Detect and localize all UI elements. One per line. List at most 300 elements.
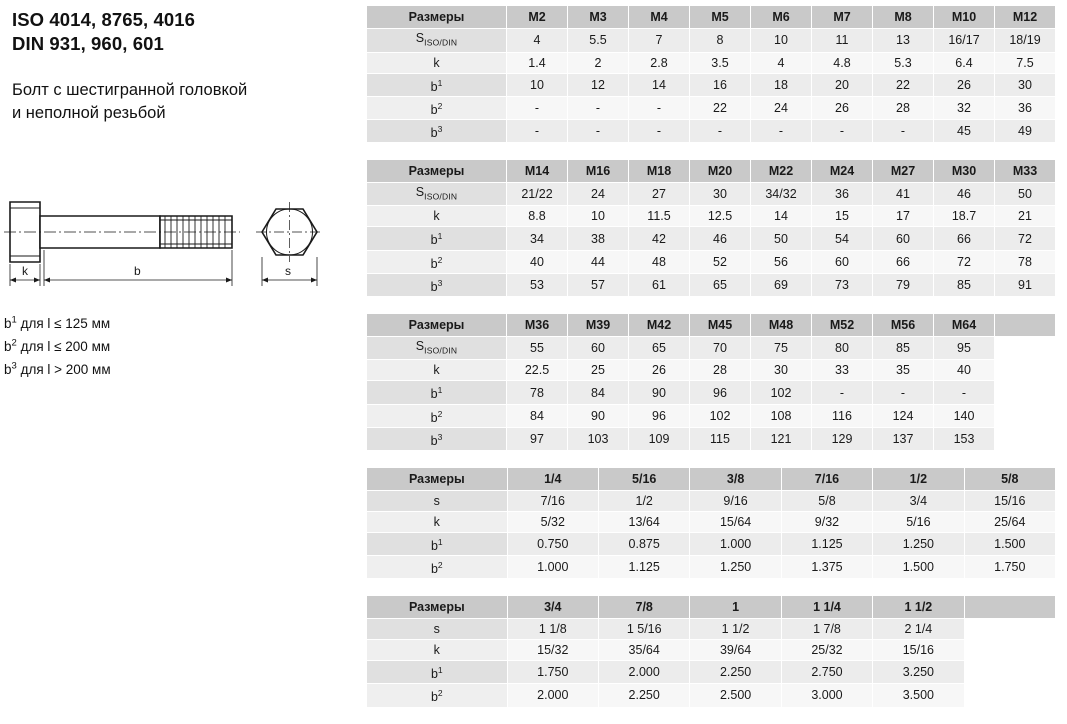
table-cell: 95 [934,336,995,360]
table-header-size: M6 [751,6,812,29]
table-cell: 18 [751,73,812,96]
table-cell: 25/32 [781,640,872,661]
table-header-size: M24 [812,159,873,182]
table-row [367,336,1056,360]
table-cell: 78 [507,381,568,404]
table-cell: 4.8 [812,52,873,73]
row-header-b1: $b^1$ [367,532,508,555]
table-cell: 20 [812,73,873,96]
table-header-size: M64 [934,313,995,336]
table-header-size: 5/8 [964,467,1055,490]
row-header-b3: $b^3$ [367,119,507,142]
table-cell: 22 [690,96,751,119]
table-cell: 15/64 [690,511,781,532]
table-cell: 4 [751,52,812,73]
left-panel [12,8,357,126]
table-cell: 10 [751,29,812,53]
table-cell: 18/19 [995,29,1056,53]
dimension-tables [366,5,1056,724]
table-header-size: 3/8 [690,467,781,490]
table-header-size: M22 [751,159,812,182]
table-cell: 75 [751,336,812,360]
table-cell: 1.000 [507,556,598,579]
row-header-b3: $b^3$ [367,427,507,450]
row-header-b1: $b^1$ [367,73,507,96]
table-cell: 4 [507,29,568,53]
table-cell: 14 [751,206,812,227]
dimension-table-inch-2 [366,595,1056,707]
note-3-prefix: b [4,362,12,378]
table-cell: 18.7 [934,206,995,227]
page-subtitle [12,79,357,126]
table-row [367,73,1056,96]
row-header-s: s [367,490,508,511]
table-header-size: M18 [629,159,690,182]
table-cell: 25/64 [964,511,1055,532]
table-cell: 45 [934,119,995,142]
row-header-b2: $b^2$ [367,250,507,273]
table-header-size: 3/4 [507,596,598,619]
table-cell: 72 [934,250,995,273]
row-header-b1: $b^1$ [367,227,507,250]
table-cell: 48 [629,250,690,273]
table-cell [964,684,1055,707]
note-1-sup: 1 [11,314,17,326]
table-cell: 57 [568,273,629,296]
table-cell: 2 [568,52,629,73]
row-header-b1: $b^1$ [367,381,507,404]
row-header-k: k [367,206,507,227]
table-cell: 13/64 [599,511,690,532]
page-title [12,8,357,57]
table-cell: 1 7/8 [781,619,872,640]
table-cell: 10 [568,206,629,227]
table-row [367,532,1056,555]
table-cell: 80 [812,336,873,360]
table-header-size: M45 [690,313,751,336]
table-cell: 85 [873,336,934,360]
row-header-k: k [367,360,507,381]
table-cell: 26 [629,360,690,381]
subtitle-line-2: и неполной резьбой [12,104,166,123]
table-cell: 22 [873,73,934,96]
table-cell: 26 [812,96,873,119]
table-row [367,619,1056,640]
table-row [367,96,1056,119]
table-cell: 9/32 [781,511,872,532]
table-cell: 109 [629,427,690,450]
table-cell: 1.750 [964,556,1055,579]
table-header-size: M5 [690,6,751,29]
table-cell: 3.000 [781,684,872,707]
table-cell: 15 [812,206,873,227]
table-cell: 16/17 [934,29,995,53]
table-header-size [995,313,1056,336]
table-header-size: M16 [568,159,629,182]
table-cell: 56 [751,250,812,273]
table-cell: 35 [873,360,934,381]
table-row [367,206,1056,227]
table-cell: 96 [629,404,690,427]
table-cell: 26 [934,73,995,96]
table-cell [964,619,1055,640]
table-cell: 1.125 [781,532,872,555]
table-cell: 24 [751,96,812,119]
table-cell: 30 [995,73,1056,96]
table-cell: 84 [507,404,568,427]
row-header-b1: $b^1$ [367,661,508,684]
table-cell: 1 5/16 [599,619,690,640]
table-cell: 85 [934,273,995,296]
table-cell: 49 [995,119,1056,142]
table-cell: 65 [690,273,751,296]
table-cell: 5.5 [568,29,629,53]
table-cell: 33 [812,360,873,381]
table-cell: 36 [812,182,873,206]
table-cell: 1.250 [873,532,964,555]
table-cell: 12.5 [690,206,751,227]
table-cell: 60 [568,336,629,360]
table-row [367,182,1056,206]
table-cell: 70 [690,336,751,360]
note-2-text: для l ≤ 200 мм [16,339,111,355]
table-header-size: 1 [690,596,781,619]
table-header-size: 7/16 [781,467,872,490]
table-cell: 3.500 [873,684,964,707]
table-cell: 12 [568,73,629,96]
table-header-size: M30 [934,159,995,182]
table-cell: - [873,381,934,404]
table-cell: 9/16 [690,490,781,511]
table-cell: - [568,119,629,142]
row-header-s_iso: $S_{ISO/DIN}$ [367,29,507,53]
table-header-size: M7 [812,6,873,29]
table-cell: 15/16 [964,490,1055,511]
table-cell: 73 [812,273,873,296]
table-header-dimensions: Размеры [367,467,508,490]
table-header-size: M20 [690,159,751,182]
table-cell: 40 [934,360,995,381]
notes-block [4,312,111,382]
table-cell: 60 [812,250,873,273]
table-cell: 124 [873,404,934,427]
table-cell [995,360,1056,381]
table-cell: 2 1/4 [873,619,964,640]
table-header-size: M3 [568,6,629,29]
dimension-table-inch-1 [366,467,1056,579]
table-header-size: M2 [507,6,568,29]
table-header-size: M56 [873,313,934,336]
table-cell: 102 [690,404,751,427]
table-cell: 61 [629,273,690,296]
table-cell: 52 [690,250,751,273]
note-1 [4,312,111,335]
table-header-size: M27 [873,159,934,182]
table-cell [964,661,1055,684]
title-line-2: DIN 931, 960, 601 [12,33,164,55]
table-cell: - [629,96,690,119]
table-cell: 32 [934,96,995,119]
table-cell [995,427,1056,450]
table-cell: 38 [568,227,629,250]
table-header-size: 1/4 [507,467,598,490]
table-header-size: 1 1/2 [873,596,964,619]
table-cell: - [934,381,995,404]
table-header-size: M36 [507,313,568,336]
table-cell: 6.4 [934,52,995,73]
table-header-dimensions: Размеры [367,313,507,336]
table-cell: 5/16 [873,511,964,532]
table-cell: 53 [507,273,568,296]
table-header-dimensions: Размеры [367,6,507,29]
note-2 [4,335,111,358]
table-row [367,404,1056,427]
row-header-s_iso: $S_{ISO/DIN}$ [367,336,507,360]
note-1-prefix: b [4,316,12,331]
table-cell: 1.500 [964,532,1055,555]
table-cell: 65 [629,336,690,360]
table-cell: 17 [873,206,934,227]
table-cell: 40 [507,250,568,273]
table-row [367,511,1056,532]
table-row [367,684,1056,707]
table-cell: 8 [690,29,751,53]
table-cell: 7/16 [507,490,598,511]
table-cell: 90 [568,404,629,427]
dimension-table-metric-1 [366,5,1056,143]
bolt-drawing-svg [0,182,320,292]
table-header-size: 5/16 [599,467,690,490]
subtitle-line-1: Болт с шестигранной головкой [12,80,248,99]
table-cell: 28 [690,360,751,381]
table-cell [995,381,1056,404]
table-cell: 27 [629,182,690,206]
table-cell: 3.250 [873,661,964,684]
table-header-size: M39 [568,313,629,336]
table-cell: 22.5 [507,360,568,381]
table-cell: 137 [873,427,934,450]
table-cell: 72 [995,227,1056,250]
table-cell: 115 [690,427,751,450]
table-cell: 2.750 [781,661,872,684]
table-cell: 0.875 [599,532,690,555]
table-cell: 103 [568,427,629,450]
table-cell: 25 [568,360,629,381]
table-row [367,273,1056,296]
table-cell: 30 [690,182,751,206]
table-cell: 1.125 [599,556,690,579]
table-cell: 140 [934,404,995,427]
table-row [367,381,1056,404]
table-header-size: M33 [995,159,1056,182]
note-3 [4,358,111,381]
note-3-sup: 3 [11,360,17,372]
table-cell: 2.250 [690,661,781,684]
title-line-1: ISO 4014, 8765, 4016 [12,9,196,30]
row-header-s: s [367,619,508,640]
table-cell: 1 1/8 [507,619,598,640]
table-cell: - [507,96,568,119]
row-header-b2: $b^2$ [367,404,507,427]
table-cell: 42 [629,227,690,250]
table-cell: 97 [507,427,568,450]
table-cell: - [812,381,873,404]
table-cell: 1.750 [507,661,598,684]
table-cell: 14 [629,73,690,96]
dim-label-k: k [22,264,28,278]
table-cell: 15/16 [873,640,964,661]
dimension-table-metric-3 [366,313,1056,451]
table-header-size: M48 [751,313,812,336]
table-header-size: M52 [812,313,873,336]
table-cell: 90 [629,381,690,404]
dim-label-b: b [134,264,141,278]
row-header-b2: $b^2$ [367,96,507,119]
table-header-size: M10 [934,6,995,29]
table-cell: 2.250 [599,684,690,707]
table-cell: 84 [568,381,629,404]
table-cell: - [507,119,568,142]
row-header-k: k [367,52,507,73]
table-header-size [964,596,1055,619]
note-2-sup: 2 [11,337,17,349]
table-row [367,360,1056,381]
table-cell: 3/4 [873,490,964,511]
table-cell: 11 [812,29,873,53]
table-cell: 96 [690,381,751,404]
table-cell: 2.8 [629,52,690,73]
table-cell: 35/64 [599,640,690,661]
table-cell: 0.750 [507,532,598,555]
table-cell: 21 [995,206,1056,227]
table-row [367,427,1056,450]
table-cell: 7.5 [995,52,1056,73]
dim-label-s: s [285,264,291,278]
table-cell: 28 [873,96,934,119]
row-header-k: k [367,511,508,532]
table-cell: 24 [568,182,629,206]
table-cell: 7 [629,29,690,53]
table-cell: 116 [812,404,873,427]
row-header-b2: $b^2$ [367,684,508,707]
table-cell: - [690,119,751,142]
table-row [367,661,1056,684]
table-cell: 5/8 [781,490,872,511]
table-cell: 2.000 [507,684,598,707]
table-cell: 1 1/2 [690,619,781,640]
table-cell: 129 [812,427,873,450]
table-header-size: M12 [995,6,1056,29]
table-cell: - [751,119,812,142]
table-row [367,640,1056,661]
table-row [367,490,1056,511]
table-cell: 10 [507,73,568,96]
table-row [367,52,1056,73]
table-cell: 34/32 [751,182,812,206]
table-row [367,119,1056,142]
table-row [367,556,1056,579]
table-header-size: M8 [873,6,934,29]
table-cell: 153 [934,427,995,450]
table-cell: 11.5 [629,206,690,227]
note-1-text: для l ≤ 125 мм [16,316,111,331]
table-cell: 5.3 [873,52,934,73]
table-cell [995,336,1056,360]
row-header-s_iso: $S_{ISO/DIN}$ [367,182,507,206]
table-cell: 1.000 [690,532,781,555]
row-header-b3: $b^3$ [367,273,507,296]
table-cell: 1.250 [690,556,781,579]
table-cell: 121 [751,427,812,450]
table-row [367,250,1056,273]
table-cell: 30 [751,360,812,381]
bolt-drawing [0,182,320,292]
table-cell: 78 [995,250,1056,273]
dimension-table-metric-2 [366,159,1056,297]
table-cell: 1.375 [781,556,872,579]
table-cell: - [568,96,629,119]
table-cell: 8.8 [507,206,568,227]
table-cell: 50 [995,182,1056,206]
table-cell: 55 [507,336,568,360]
table-cell: 46 [690,227,751,250]
table-cell: 79 [873,273,934,296]
table-cell: 69 [751,273,812,296]
table-header-size: 7/8 [599,596,690,619]
table-cell: 15/32 [507,640,598,661]
table-cell: 34 [507,227,568,250]
table-cell: - [873,119,934,142]
table-cell: 60 [873,227,934,250]
table-cell: 36 [995,96,1056,119]
table-cell: 54 [812,227,873,250]
table-cell: 2.500 [690,684,781,707]
table-cell [995,404,1056,427]
table-cell [964,640,1055,661]
table-cell: 3.5 [690,52,751,73]
note-3-text: для l > 200 мм [16,362,111,378]
table-cell: 13 [873,29,934,53]
table-header-size: M42 [629,313,690,336]
row-header-b2: $b^2$ [367,556,508,579]
table-cell: 39/64 [690,640,781,661]
table-cell: 66 [934,227,995,250]
table-cell: 21/22 [507,182,568,206]
table-cell: - [812,119,873,142]
table-header-size: 1/2 [873,467,964,490]
table-cell: 91 [995,273,1056,296]
table-cell: 108 [751,404,812,427]
table-row [367,29,1056,53]
table-cell: 41 [873,182,934,206]
table-cell: - [629,119,690,142]
table-cell: 1.4 [507,52,568,73]
table-cell: 44 [568,250,629,273]
row-header-k: k [367,640,508,661]
table-cell: 46 [934,182,995,206]
table-cell: 66 [873,250,934,273]
table-cell: 1/2 [599,490,690,511]
table-cell: 102 [751,381,812,404]
table-header-size: M14 [507,159,568,182]
table-header-dimensions: Размеры [367,596,508,619]
table-cell: 2.000 [599,661,690,684]
table-cell: 16 [690,73,751,96]
table-header-size: 1 1/4 [781,596,872,619]
table-cell: 1.500 [873,556,964,579]
table-cell: 50 [751,227,812,250]
table-header-dimensions: Размеры [367,159,507,182]
